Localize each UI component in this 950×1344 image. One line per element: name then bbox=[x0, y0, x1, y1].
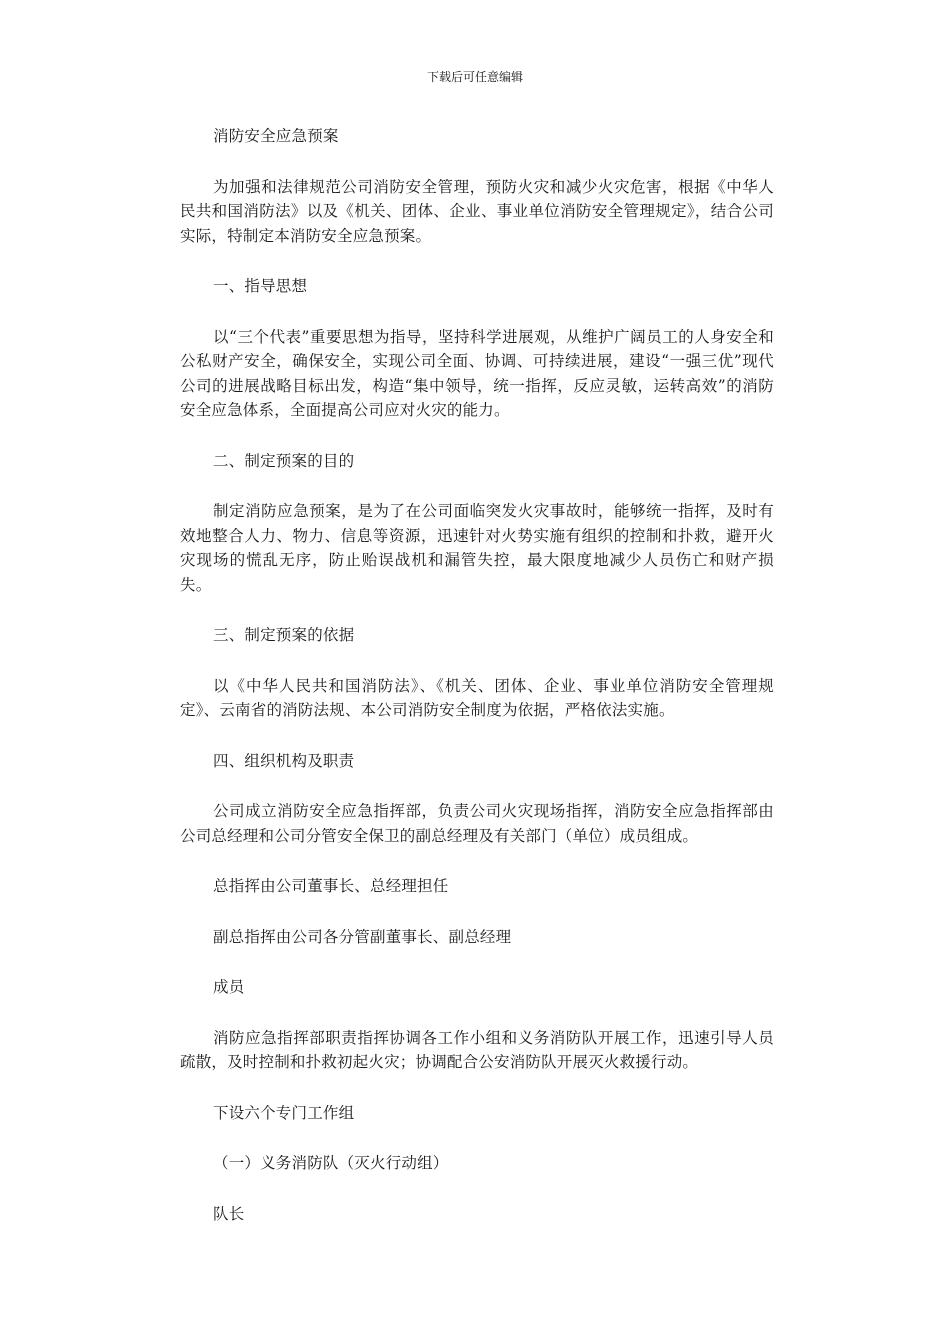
paragraph-members: 成员 bbox=[213, 978, 245, 996]
section-heading-2: 二、制定预案的目的 bbox=[213, 451, 355, 470]
subsection-heading-1: （一）义务消防队（灭火行动组） bbox=[213, 1154, 449, 1172]
paragraph-team-leader: 队长 bbox=[213, 1204, 245, 1223]
paragraph-basis: 以《中华人民共和国消防法》、《机关、团体、企业、事业单位消防安全管理规定》、云南省的消防法规、本公司消防安全制度为依据，严格依法实施。 bbox=[180, 676, 774, 719]
paragraph-intro: 为加强和法律规范公司消防安全管理，预防火灾和减少火灾危害，根据《中华人民共和国消防法》以及《机关、团体、企业、事业单位消防安全管理规定》，结合公司实际，特制定本消防安全应急预案。 bbox=[180, 177, 774, 245]
paragraph-duties: 消防应急指挥部职责指挥协调各工作小组和义务消防队开展工作，迅速引导人员疏散，及时控制和扑救初起火灾；协调配合公安消防队开展灭火救援行动。 bbox=[180, 1028, 774, 1071]
section-heading-3: 三、制定预案的依据 bbox=[213, 626, 355, 644]
page-header-note: 下载后可任意编辑 bbox=[426, 70, 523, 84]
paragraph-commander: 总指挥由公司董事长、总经理担任 bbox=[213, 877, 449, 895]
section-heading-1: 一、指导思想 bbox=[213, 277, 308, 295]
document-title: 消防安全应急预案 bbox=[213, 127, 339, 145]
paragraph-guiding-ideology: 以“三个代表”重要思想为指导，坚持科学进展观，从维护广阔员工的人身安全和公私财产安全，确保安全，实现公司全面、协调、可持续进展，建设“一强三优”现代公司的进展战略目标出发，构造“集中领导，统一指挥，反应灵敏，运转高效”的消防安全应急体系，全面提高公司应对火灾的能力。 bbox=[180, 327, 774, 419]
paragraph-working-groups: 下设六个专门工作组 bbox=[213, 1103, 355, 1122]
paragraph-deputy-commander: 副总指挥由公司各分管副董事长、副总经理 bbox=[213, 927, 512, 946]
section-heading-4: 四、组织机构及职责 bbox=[213, 751, 355, 770]
paragraph-organization: 公司成立消防安全应急指挥部，负责公司火灾现场指挥，消防安全应急指挥部由公司总经理和公司分管安全保卫的副总经理及有关部门（单位）成员组成。 bbox=[180, 802, 774, 845]
document-body bbox=[180, 124, 774, 1226]
paragraph-purpose: 制定消防应急预案，是为了在公司面临突发火灾事故时，能够统一指挥，及时有效地整合人力、物力、信息等资源，迅速针对火势实施有组织的控制和扑救，避开火灾现场的慌乱无序，防止贻误战机和漏管失控，最大限度地减少人员伤亡和财产损失。 bbox=[180, 502, 774, 594]
